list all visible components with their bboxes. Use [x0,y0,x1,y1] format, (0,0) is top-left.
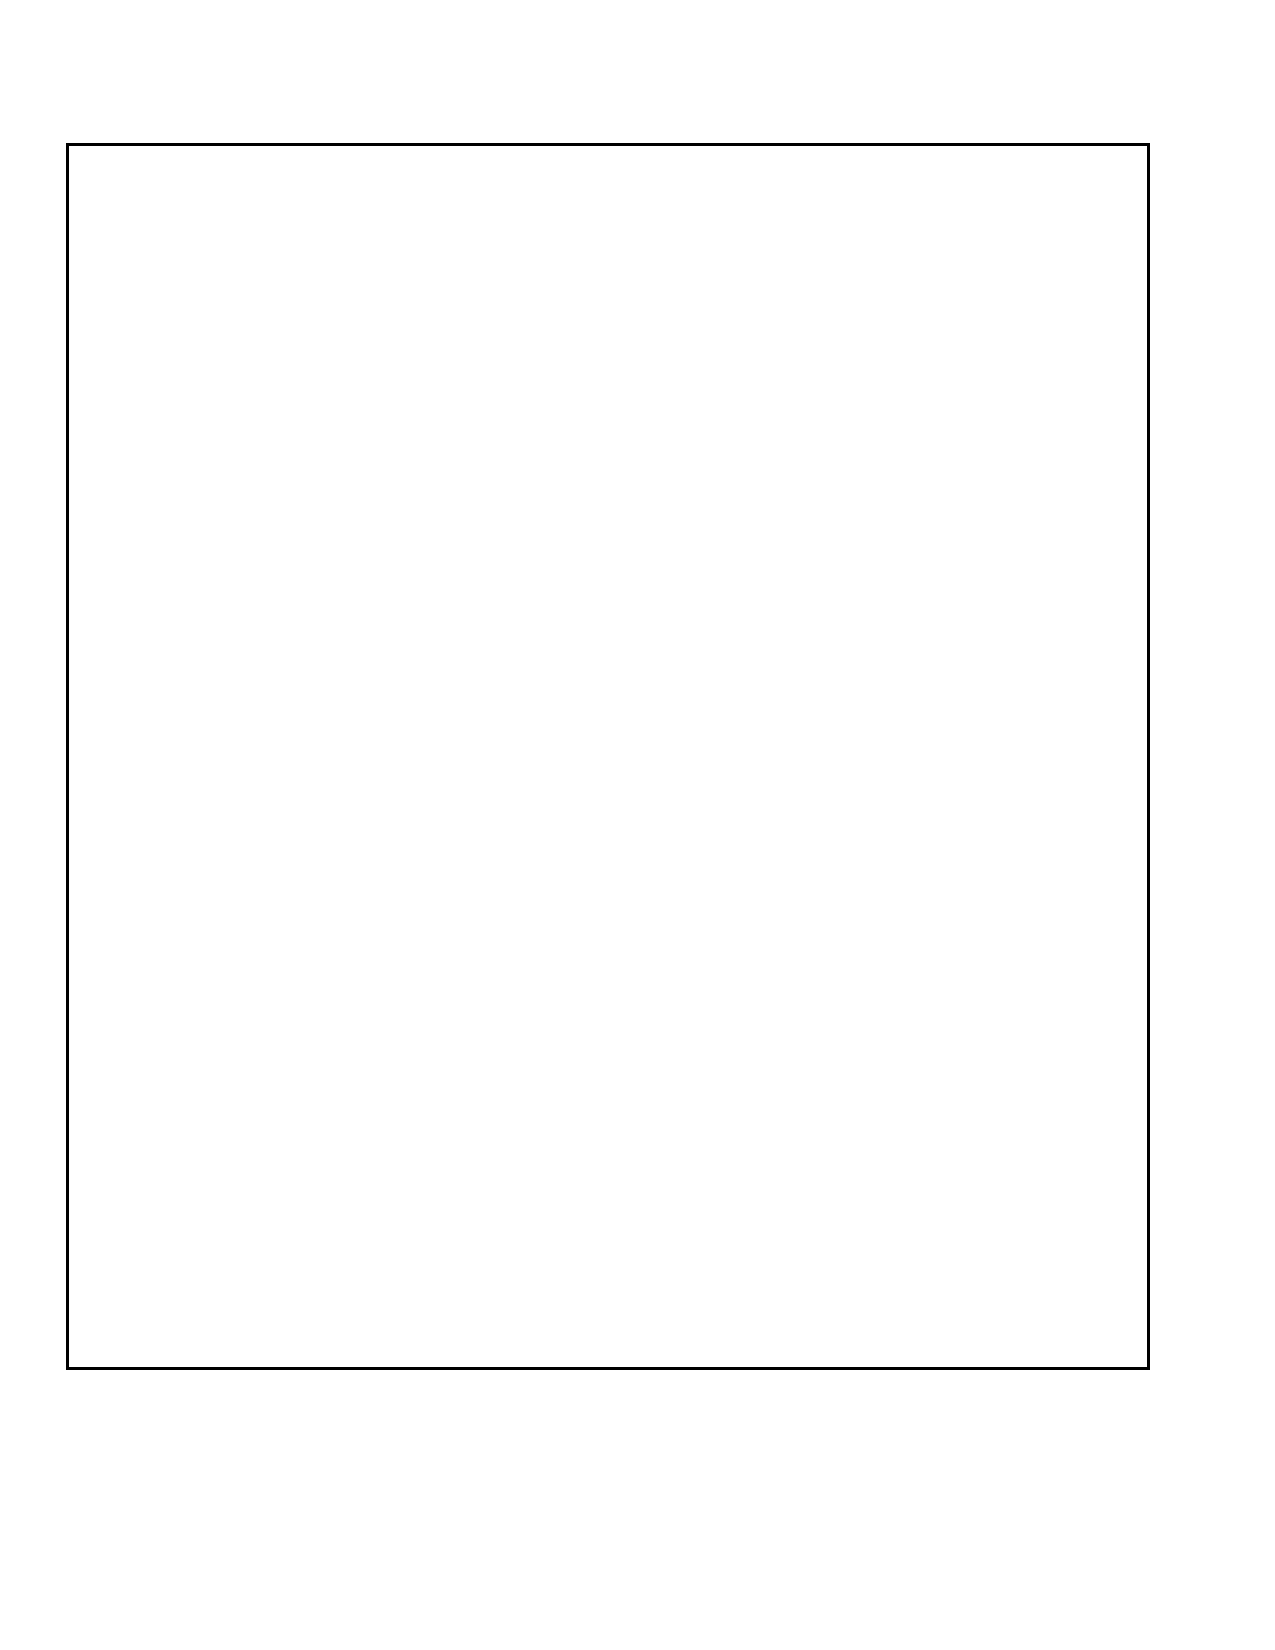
page-header [0,96,1275,126]
calendar-table [66,143,1150,1370]
